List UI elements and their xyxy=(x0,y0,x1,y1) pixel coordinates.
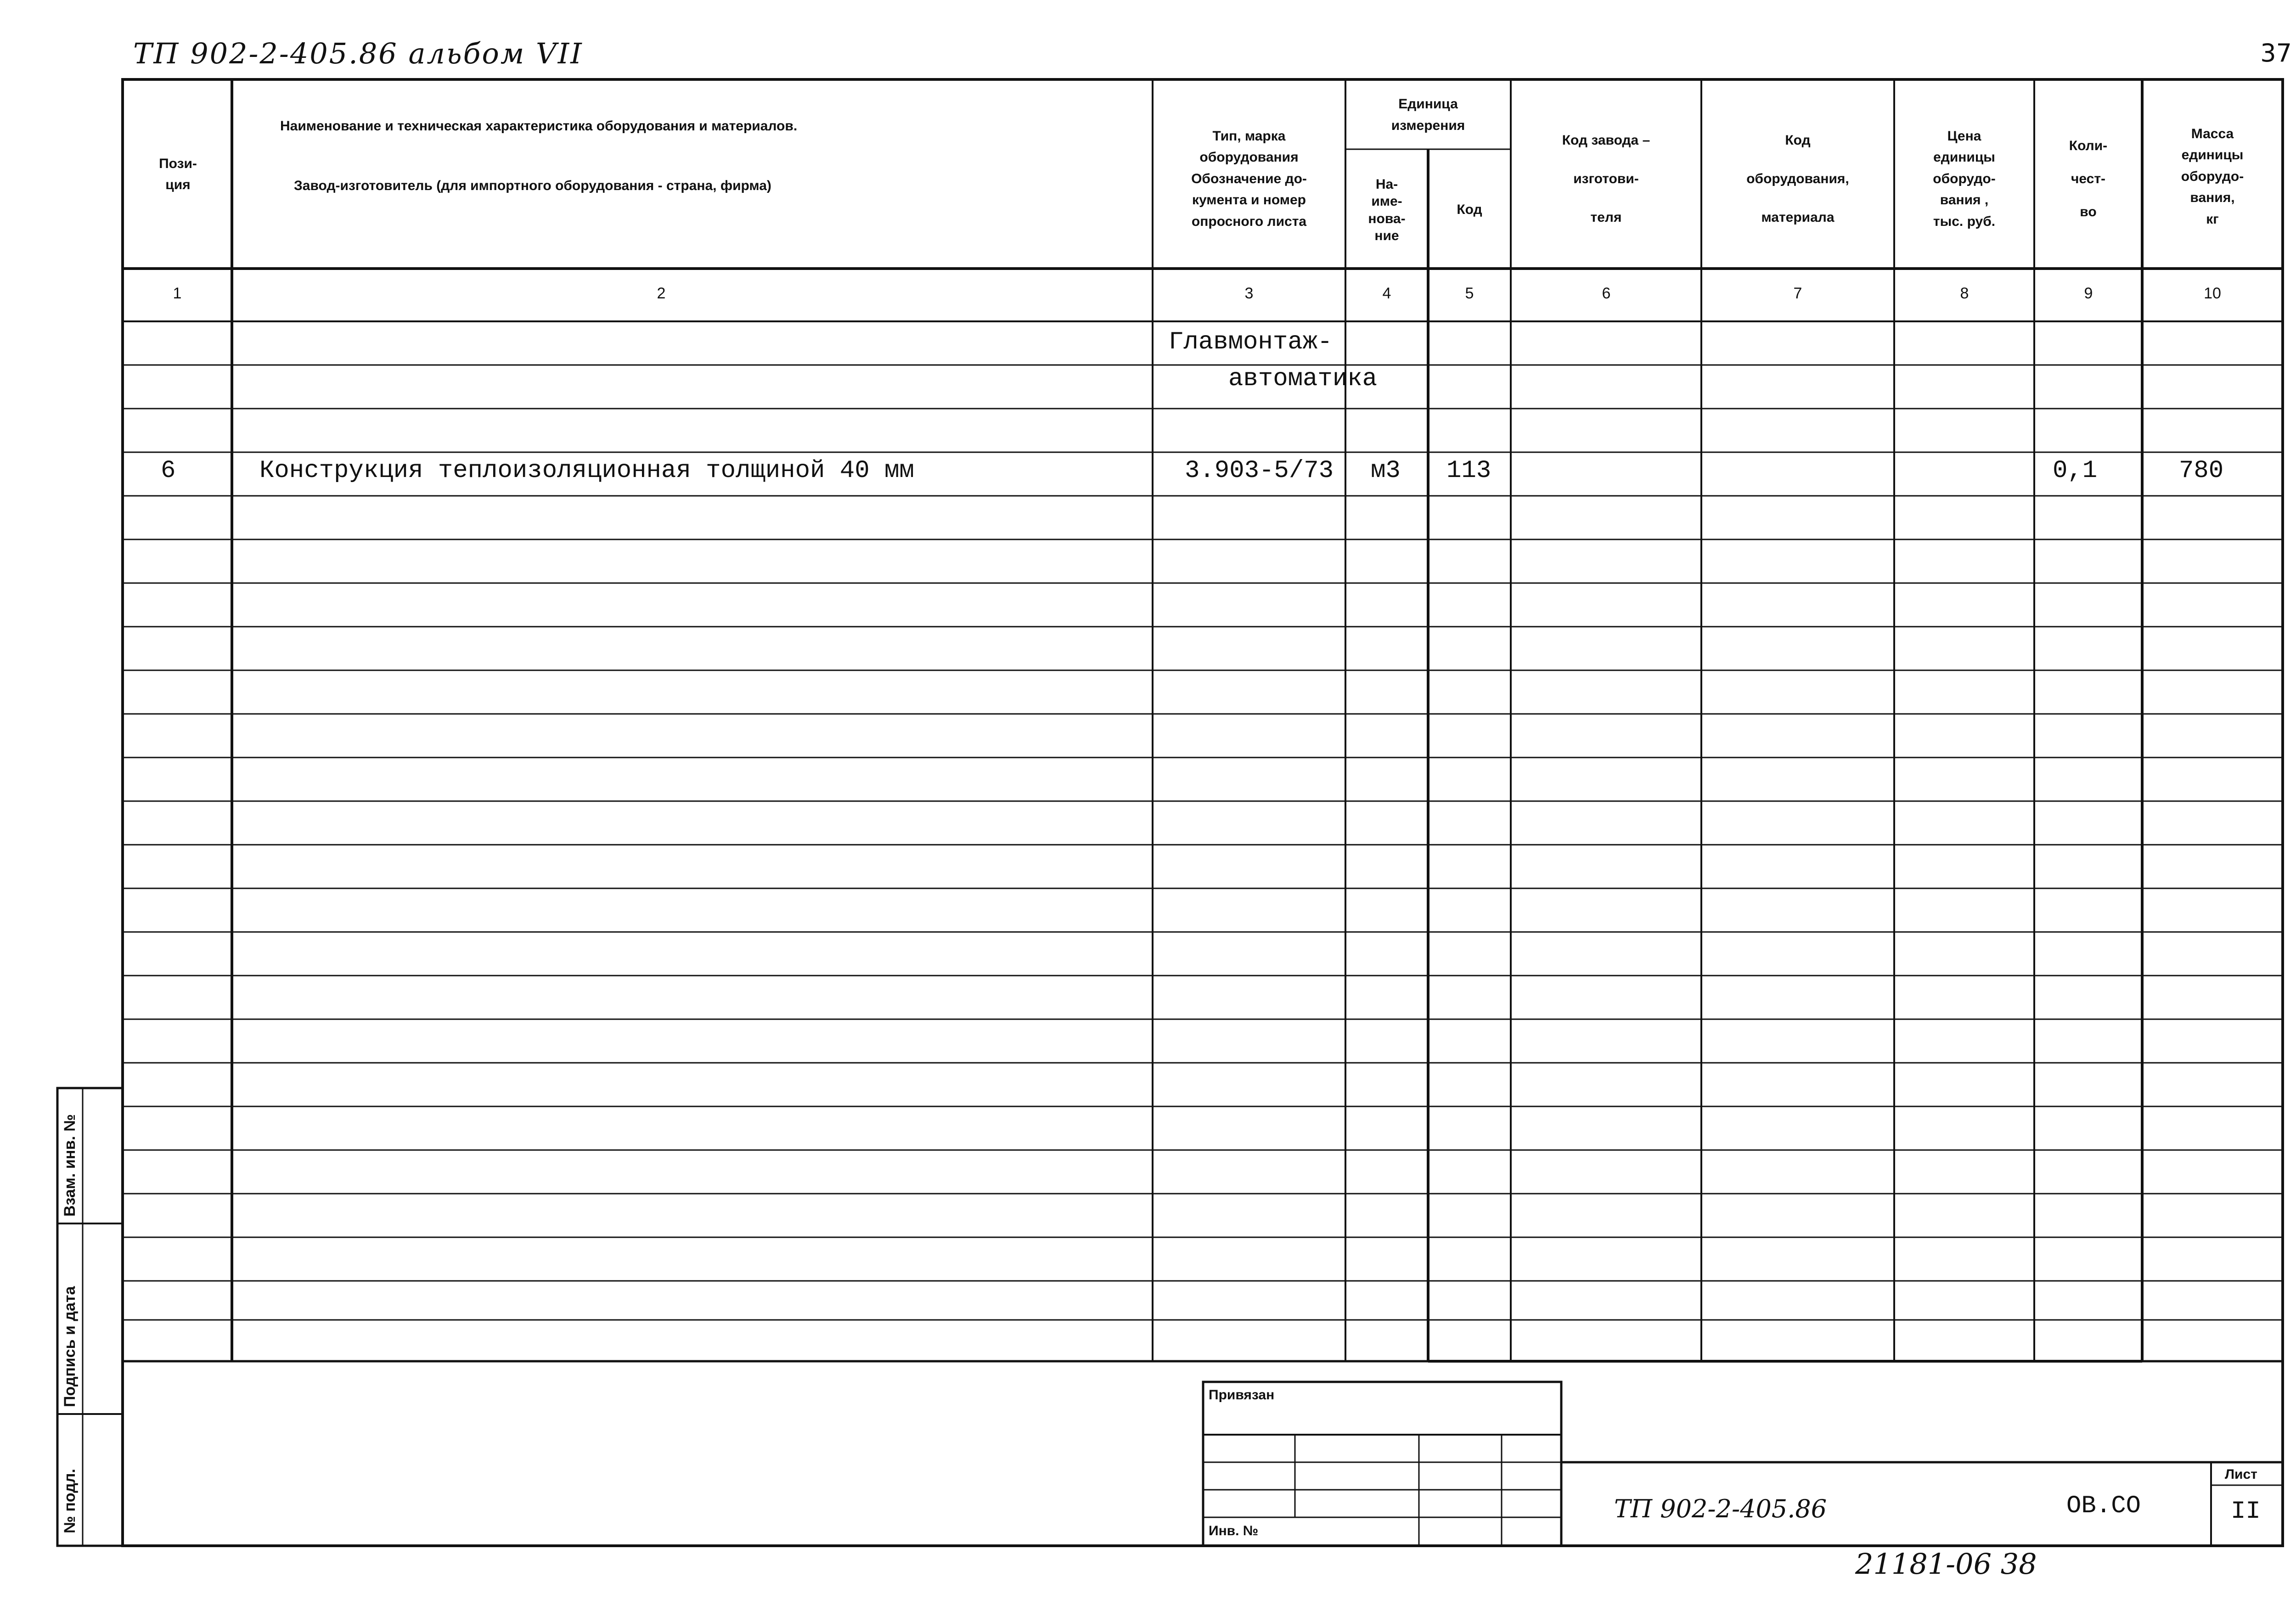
column-number-1: 1 xyxy=(173,285,182,302)
header-type-mark xyxy=(1155,92,1343,266)
row-1-type-mark: Главмонтаж- xyxy=(1169,328,1333,356)
header-type-mark-text: Тип, марка оборудования Обозначение до- кумента и номер опросного листа xyxy=(1191,128,1307,229)
side-label-inv-no: Взам. инв. № xyxy=(61,1114,79,1217)
stamp-inv-label: Инв. № xyxy=(1209,1523,1259,1538)
header-unit-name-text: На- име- нова- ние xyxy=(1368,176,1406,243)
header-name-line1 xyxy=(280,110,1143,142)
stamp-bound-label: Привязан xyxy=(1209,1387,1275,1403)
header-equipment-code-text: Код оборудования, материала xyxy=(1746,133,1849,225)
document-header: ТП 902-2-405.86 альбом VII xyxy=(133,37,583,70)
header-mass xyxy=(2142,87,2283,266)
header-price xyxy=(1894,92,2034,266)
row-3-quantity: 0,1 xyxy=(2053,457,2098,485)
column-number-9: 9 xyxy=(2084,285,2093,302)
stamp-sheet-number: II xyxy=(2231,1498,2261,1526)
header-name-line2 xyxy=(294,170,1143,202)
header-quantity-text: Коли- чест- во xyxy=(2069,138,2108,219)
header-unit-code-text: Код xyxy=(1457,202,1482,218)
row-3-unit-name: м3 xyxy=(1371,457,1401,485)
page-number: 37 xyxy=(2260,39,2292,67)
header-unit-group-text: Единица измерения xyxy=(1391,96,1465,133)
row-3-mass: 780 xyxy=(2179,457,2224,485)
row-3-position: 6 xyxy=(161,457,176,485)
header-price-text: Цена единицы оборудо- вания , тыс. руб. xyxy=(1933,128,1996,229)
header-unit-code xyxy=(1428,152,1511,269)
header-unit-name xyxy=(1345,152,1428,269)
column-number-7: 7 xyxy=(1793,285,1802,302)
stamp-mark: ОВ.СО xyxy=(2066,1492,2141,1520)
row-3-unit-code: 113 xyxy=(1446,457,1491,485)
header-equipment-code xyxy=(1701,92,1894,266)
stamp-doc-code: ТП 902-2-405.86 xyxy=(1614,1494,1827,1523)
header-quantity xyxy=(2034,92,2142,266)
side-label-signature-date: Подпись и дата xyxy=(61,1286,79,1407)
header-factory-code-text: Код завода – изготови- теля xyxy=(1562,133,1650,225)
column-number-10: 10 xyxy=(2204,285,2221,302)
row-3-name: Конструкция теплоизоляционная толщиной 40 мм xyxy=(259,457,914,485)
stamp-sheet-label: Лист xyxy=(2225,1467,2257,1482)
header-mass-text: Масса единицы оборудо- вания, кг xyxy=(2181,126,2244,227)
header-name-text-2: Завод-изготовитель (для импортного оборудования - страна, фирма) xyxy=(294,178,771,193)
column-number-6: 6 xyxy=(1602,285,1611,302)
column-number-2: 2 xyxy=(657,285,666,302)
footer-number: 21181-06 38 xyxy=(1855,1547,2037,1581)
side-label-inv-original: № подл. xyxy=(61,1469,79,1533)
header-unit-group xyxy=(1345,82,1511,148)
column-number-4: 4 xyxy=(1382,285,1391,302)
column-number-5: 5 xyxy=(1465,285,1474,302)
header-position xyxy=(124,80,232,269)
header-factory-code xyxy=(1511,92,1701,266)
header-position-text: Пози- ция xyxy=(159,156,197,192)
row-2-type-mark: автоматика xyxy=(1228,365,1378,393)
row-3-type-mark: 3.903-5/73 xyxy=(1185,457,1334,485)
column-number-8: 8 xyxy=(1960,285,1969,302)
column-number-3: 3 xyxy=(1244,285,1254,302)
header-name-text-1: Наименование и техническая характеристика оборудования и материалов. xyxy=(280,118,798,134)
